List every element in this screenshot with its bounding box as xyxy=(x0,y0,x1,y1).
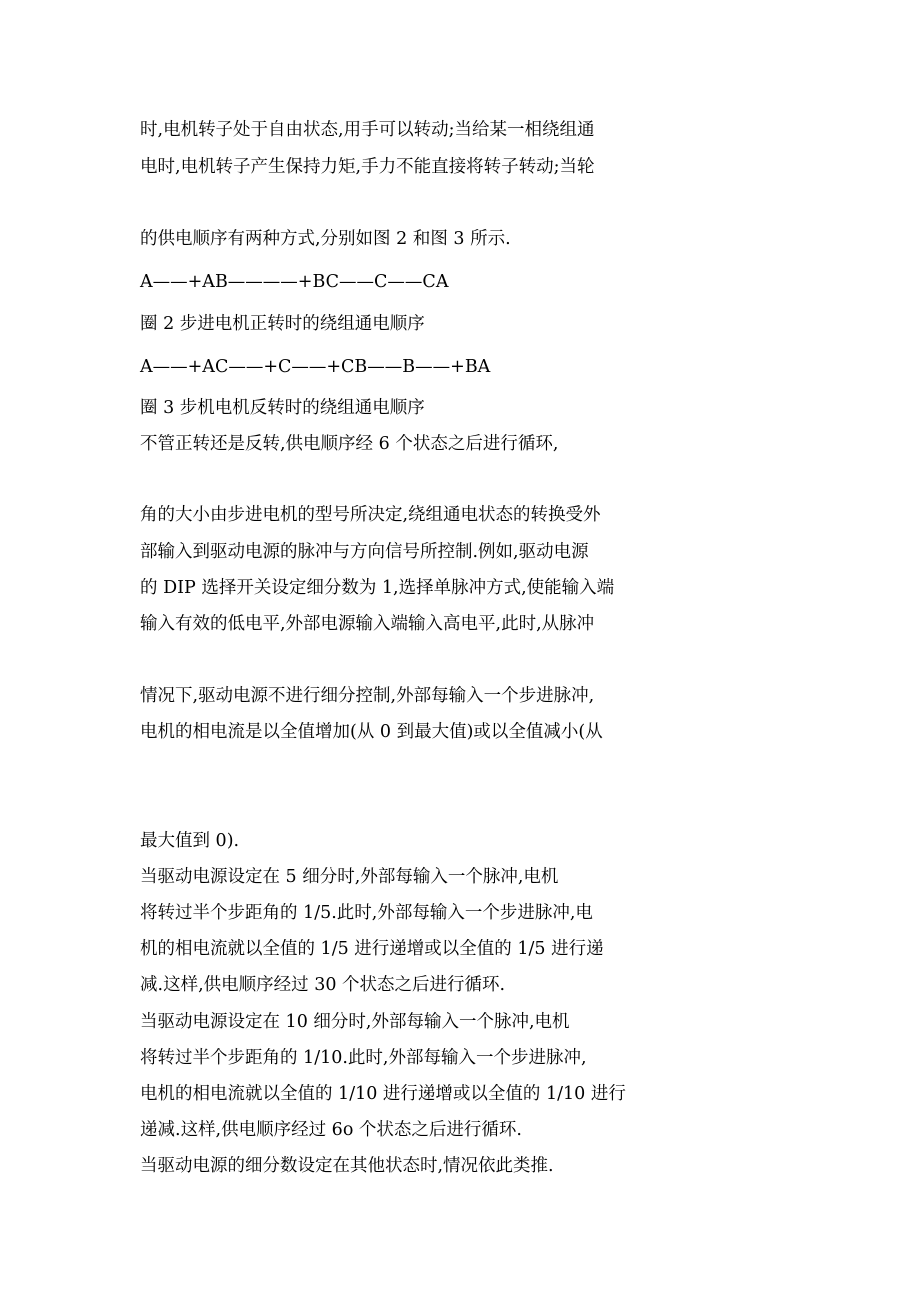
text-line: 当驱动电源设定在 5 细分时,外部每输入一个脉冲,电机 xyxy=(140,867,559,887)
text-line: 不管正转还是反转,供电顺序经 6 个状态之后进行循环, xyxy=(140,434,559,454)
text-line: 递减.这样,供电顺序经过 6o 个状态之后进行循环. xyxy=(140,1120,522,1140)
text-line: 电时,电机转子产生保持力矩,手力不能直接将转子转动;当轮 xyxy=(140,157,595,177)
text-line: 的供电顺序有两种方式,分别如图 2 和图 3 所示. xyxy=(140,229,511,249)
text-line: 将转过半个步距角的 1/5.此时,外部每输入一个步进脉冲,电 xyxy=(140,903,593,923)
sequence-reverse: A——+AC——+C——+CB——B——+BA xyxy=(140,357,491,377)
text-line: 的 DIP 选择开关设定细分数为 1,选择单脉冲方式,使能输入端 xyxy=(140,578,615,598)
text-line: 最大值到 0). xyxy=(140,831,240,851)
text-line: 电机的相电流是以全值增加(从 0 到最大值)或以全值减小(从 xyxy=(140,722,603,742)
figure-caption-3: 圈 3 步机电机反转时的绕组通电顺序 xyxy=(140,398,425,418)
text-line: 当驱动电源的细分数设定在其他状态时,情况依此类推. xyxy=(140,1156,554,1176)
text-line: 减.这样,供电顺序经过 30 个状态之后进行循环. xyxy=(140,975,506,995)
text-line: 角的大小由步进电机的型号所决定,绕组通电状态的转换受外 xyxy=(140,505,601,525)
sequence-forward: A——+AB————+BC——C——CA xyxy=(140,272,449,292)
text-line: 电机的相电流就以全值的 1/10 进行递增或以全值的 1/10 进行 xyxy=(140,1084,626,1104)
text-line: 将转过半个步距角的 1/10.此时,外部每输入一个步进脉冲, xyxy=(140,1048,587,1068)
text-line: 情况下,驱动电源不进行细分控制,外部每输入一个步进脉冲, xyxy=(140,686,595,706)
text-line: 部输入到驱动电源的脉冲与方向信号所控制.例如,驱动电源 xyxy=(140,542,589,562)
text-line: 时,电机转子处于自由状态,用手可以转动;当给某一相绕组通 xyxy=(140,120,595,140)
text-line: 机的相电流就以全值的 1/5 进行递增或以全值的 1/5 进行递 xyxy=(140,939,604,959)
figure-caption-2: 圈 2 步进电机正转时的绕组通电顺序 xyxy=(140,314,425,334)
text-line: 当驱动电源设定在 10 细分时,外部每输入一个脉冲,电机 xyxy=(140,1012,570,1032)
text-line: 输入有效的低电平,外部电源输入端输入高电平,此时,从脉冲 xyxy=(140,614,595,634)
